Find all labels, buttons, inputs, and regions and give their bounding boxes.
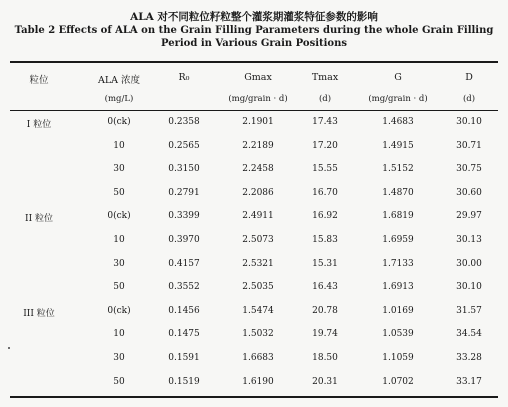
table-cell-ala-concentration: 30	[113, 258, 125, 269]
header-grain-position: 粒位	[29, 75, 49, 86]
header-unit-g: (mg/grain · d)	[368, 94, 428, 104]
table-cell-r0: 0.1591	[168, 353, 200, 363]
table-cell-r0: 0.1456	[168, 305, 200, 316]
table-cell-g: 1.1059	[382, 353, 414, 363]
table-cell-tmax: 17.43	[312, 117, 338, 127]
header-ala-concentration: ALA 浓度	[97, 75, 141, 86]
table-cell-gmax: 2.5321	[242, 258, 274, 269]
table-cell-d: 30.13	[456, 235, 482, 245]
table-cell-r0: 0.3970	[168, 235, 200, 245]
table-cell-gmax: 1.5032	[242, 329, 274, 340]
table-title-chinese: ALA 对不同粒位籽粒整个灌浆期灌浆特征参数的影响	[130, 11, 378, 23]
table-cell-d: 30.10	[456, 117, 482, 127]
table-cell-r0: 0.2358	[168, 117, 200, 127]
table-cell-ala-concentration: 30	[113, 164, 125, 175]
table-cell-tmax: 19.74	[312, 329, 338, 340]
table-cell-g: 1.4683	[382, 117, 414, 127]
table-cell-ala-concentration: 10	[113, 235, 125, 245]
table-cell-d: 30.00	[456, 258, 482, 269]
table-cell-r0: 0.2565	[168, 140, 200, 151]
table-cell-tmax: 15.31	[312, 258, 338, 269]
table-cell-tmax: 17.20	[312, 140, 338, 151]
table-cell-d: 34.54	[456, 329, 482, 340]
table-cell-g: 1.4915	[382, 140, 414, 151]
table-cell-d: 33.28	[456, 353, 482, 363]
table-cell-gmax: 2.5073	[242, 235, 274, 245]
table-cell-g: 1.6959	[382, 235, 414, 245]
table-cell-ala-concentration: 0(ck)	[107, 117, 131, 127]
table-cell-tmax: 16.70	[312, 187, 338, 198]
table-cell-grain-position: II 粒位	[25, 214, 53, 225]
table-cell-gmax: 1.6190	[242, 376, 274, 387]
table-cell-d: 31.57	[456, 305, 482, 316]
table-cell-r0: 0.3399	[168, 211, 200, 222]
table-cell-gmax: 2.2086	[242, 187, 274, 198]
table-cell-gmax: 2.1901	[242, 117, 274, 127]
table-cell-r0: 0.3150	[168, 164, 200, 175]
table-cell-d: 33.17	[456, 376, 482, 387]
header-r0: R₀	[178, 72, 190, 83]
table-cell-r0: 0.1519	[168, 376, 200, 387]
header-tmax: Tmax	[311, 72, 339, 83]
table-cell-d: 29.97	[456, 211, 482, 222]
table-cell-d: 30.60	[456, 187, 482, 198]
table-cell-gmax: 2.2189	[242, 140, 274, 151]
table-cell-tmax: 20.78	[312, 305, 338, 316]
table-cell-tmax: 16.92	[312, 211, 338, 222]
scan-speck	[8, 347, 10, 349]
table-cell-tmax: 16.43	[312, 282, 338, 293]
header-rule	[10, 110, 498, 111]
table-cell-gmax: 2.4911	[242, 211, 274, 222]
table-cell-r0: 0.2791	[168, 187, 200, 198]
table-cell-ala-concentration: 30	[113, 353, 125, 363]
header-g: G	[394, 72, 402, 83]
table-cell-tmax: 20.31	[312, 376, 338, 387]
table-cell-tmax: 18.50	[312, 353, 338, 363]
table-cell-gmax: 1.6683	[242, 353, 274, 363]
table-cell-gmax: 2.2458	[242, 164, 274, 175]
table-title-english: Table 2 Effects of ALA on the Grain Filling Parameters during the whole Grain Filling Period in Various Grain Positions	[14, 25, 494, 49]
table-cell-ala-concentration: 50	[113, 376, 125, 387]
table-cell-r0: 0.1475	[168, 329, 200, 340]
table-cell-ala-concentration: 50	[113, 187, 125, 198]
header-unit-ala-concentration: (mg/L)	[104, 94, 134, 104]
header-unit-tmax: (d)	[318, 94, 332, 104]
table-cell-ala-concentration: 10	[113, 329, 125, 340]
table-cell-ala-concentration: 50	[113, 282, 125, 293]
table-cell-gmax: 2.5035	[242, 282, 274, 293]
table-cell-g: 1.6819	[382, 211, 414, 222]
table-cell-r0: 0.3552	[168, 282, 200, 293]
table-cell-ala-concentration: 0(ck)	[107, 305, 131, 316]
top-rule	[10, 61, 498, 63]
table-cell-grain-position: I 粒位	[26, 120, 52, 130]
table-cell-g: 1.0169	[382, 305, 414, 316]
table-cell-g: 1.5152	[382, 164, 414, 175]
table-cell-g: 1.7133	[382, 258, 414, 269]
table-cell-d: 30.71	[456, 140, 482, 151]
header-unit-d: (d)	[462, 94, 476, 104]
table-cell-d: 30.10	[456, 282, 482, 293]
table-cell-ala-concentration: 10	[113, 140, 125, 151]
table-cell-grain-position: III 粒位	[23, 308, 55, 319]
table-cell-g: 1.6913	[382, 282, 414, 293]
table-cell-gmax: 1.5474	[242, 305, 274, 316]
table-cell-g: 1.4870	[382, 187, 414, 198]
header-unit-gmax: (mg/grain · d)	[228, 94, 288, 104]
bottom-rule	[10, 396, 498, 398]
header-d: D	[465, 72, 473, 83]
table-cell-g: 1.0702	[382, 376, 414, 387]
table-cell-d: 30.75	[456, 164, 482, 175]
header-gmax: Gmax	[244, 72, 272, 83]
table-cell-r0: 0.4157	[168, 258, 200, 269]
table-cell-tmax: 15.83	[312, 235, 338, 245]
table-cell-tmax: 15.55	[312, 164, 338, 175]
table-cell-ala-concentration: 0(ck)	[107, 211, 131, 222]
table-cell-g: 1.0539	[382, 329, 414, 340]
